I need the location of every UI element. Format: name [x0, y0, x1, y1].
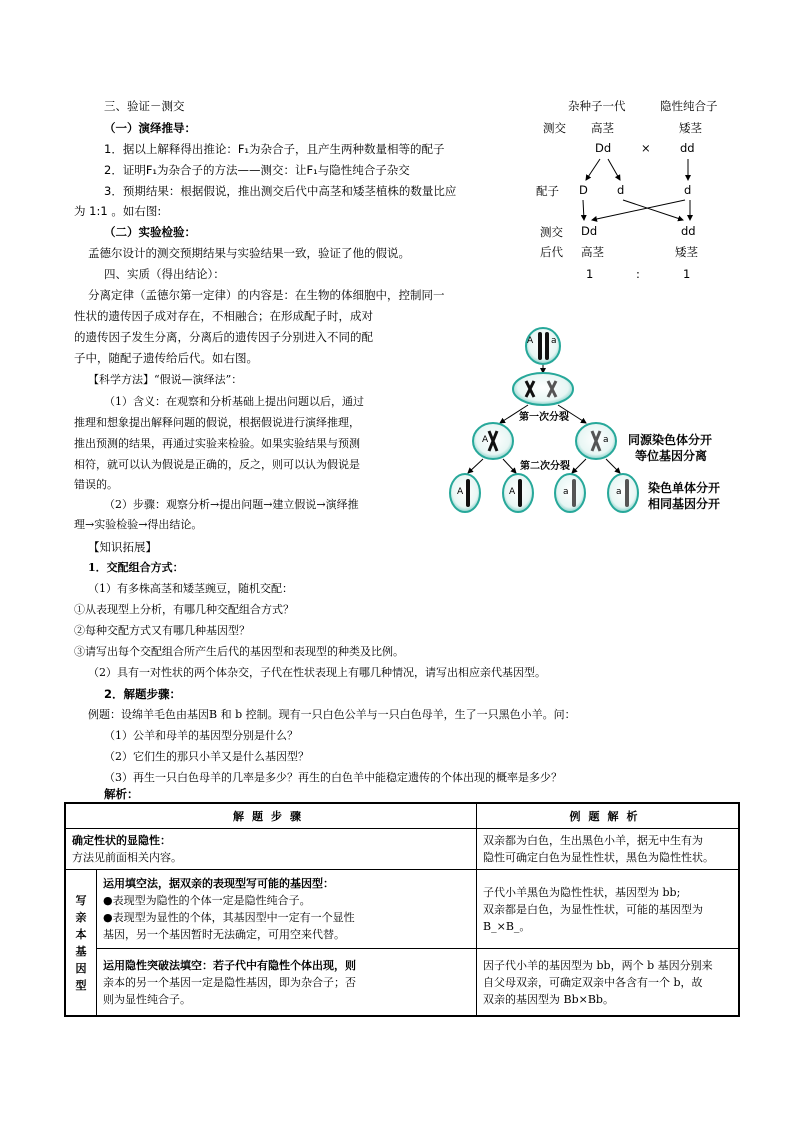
cross-parent2-phenotype: 矮茎	[679, 121, 702, 135]
method-steps-2: 理→实验检验→得出结论。	[74, 518, 203, 531]
allele-a-cell4: a	[616, 487, 622, 497]
table-row	[65, 829, 739, 870]
table-cell-analysis-fill	[477, 870, 739, 949]
table-cell-analysis-recessive	[477, 949, 739, 1017]
ext-question-1a: ①从表现型上分析，有哪几种交配组合方式？	[74, 603, 294, 616]
cross-ratio-2: 1	[683, 267, 691, 281]
cross-arrows	[0, 0, 794, 300]
ext-question-2: （2）具有一对性状的两个体杂交，子代在性状表现上有哪几种情况，请写出相应亲代基因型。	[88, 666, 546, 679]
cross-label-offspring-2: 后代	[540, 245, 563, 259]
meiosis-note-same-gene: 相同基因分开	[648, 497, 721, 511]
cross-parent1-genotype: Dd	[595, 141, 612, 155]
allele-a-top: a	[551, 336, 557, 346]
row2-bullet-1: ●表现型为隐性的个体一定是隐性纯合子。	[103, 894, 311, 907]
section4-heading: 四、实质（得出结论）：	[104, 267, 225, 281]
method-meaning-5: 错误的。	[74, 478, 118, 491]
cross-gamete-D: D	[579, 183, 588, 197]
cross-gamete-d1: d	[617, 183, 625, 197]
method-meaning-4: 相符，就可以认为假说是正确的，反之，则可以认为假说是	[74, 458, 360, 471]
method-meaning-1: （1）含义：在观察和分析基础上提出问题以后，通过	[104, 395, 364, 408]
cross-parent2-genotype: dd	[680, 141, 695, 155]
row2-bullet-2b: 基因，另一个基因暂时无法确定，可用空来代替。	[103, 928, 345, 941]
meiosis-first-division: 第一次分裂	[519, 412, 569, 423]
side-char: 本	[75, 927, 87, 941]
cross-gamete-d2: d	[684, 183, 692, 197]
ext-example: 例题：设绵羊毛色由基因B 和 b 控制。现有一只白色公羊与一只白色母羊，生了一只黑色小羊。问：	[88, 708, 576, 721]
method-heading: 【科学方法】“假说—演绎法”：	[88, 373, 243, 386]
method-meaning-2: 推理和想象提出解释问题的假说，根据假说进行演绎推理，	[74, 416, 360, 429]
side-char: 因	[75, 961, 87, 975]
ext-question-1b: ②每种交配方式又有哪几种基因型？	[74, 624, 250, 637]
cross-label-gamete: 配子	[536, 184, 559, 198]
table-row	[65, 949, 739, 1017]
ext-topic-1: 1．交配组合方式：	[88, 561, 184, 574]
table-header-analysis: 例题解析	[477, 803, 739, 829]
row1-title: 确定性状的显隐性：	[72, 834, 171, 847]
section3-point-3-cont: 为 1:1 。如右图:	[74, 204, 162, 218]
row2-answer-2: 双亲都是白色，为显性性状，可能的基因型为	[483, 902, 704, 916]
row3-line-2: 亲本的另一个基因一定是隐性基因，即为杂合子；否	[103, 975, 356, 989]
solution-steps-table	[64, 802, 740, 1017]
side-char: 写	[75, 893, 87, 907]
meiosis-note-chromatid: 染色单体分开	[648, 481, 721, 495]
section4-line-4: 子中，随配子遗传给后代。如右图。	[74, 351, 258, 365]
ext-question-1c: ③请写出每个交配组合所产生后代的基因型和表现型的种类及比例。	[74, 645, 404, 658]
row3-answer-2: 自父母双亲，可确定双亲中各含有一个 b，故	[483, 975, 703, 989]
method-steps-1: （2）步骤：观察分析→提出问题→建立假说→演绎推	[104, 498, 359, 511]
row2-answer-3: B_×B_。	[483, 919, 531, 933]
cross-header-recessive: 隐性纯合子	[660, 99, 718, 113]
section4-heading-prefix	[104, 266, 225, 282]
row3-line-3: 则为显性纯合子。	[103, 992, 191, 1006]
table-cell-step-fill	[97, 870, 477, 949]
cross-header-f1: 杂种子一代	[568, 99, 626, 113]
allele-A-left: A	[482, 435, 489, 445]
ext-example-q1: （1）公羊和母羊的基因型分别是什么？	[104, 729, 298, 742]
row2-title: 运用填空法，据双亲的表现型写可能的基因型：	[103, 877, 334, 890]
meiosis-second-division: 第二次分裂	[520, 461, 570, 472]
section3-point-2: 2．证明F₁为杂合子的方法——测交：让F₁与隐性纯合子杂交	[104, 163, 410, 177]
ext-heading: 【知识拓展】	[88, 540, 157, 554]
cross-label-offspring-1: 测交	[540, 225, 563, 239]
row3-answer-3: 双亲的基因型为 Bb×Bb。	[483, 992, 614, 1006]
table-cell-step-recessive	[97, 949, 477, 1017]
cross-offspring-dwarf: 矮茎	[675, 245, 698, 259]
cross-ratio-1: 1	[586, 267, 594, 281]
section3-point-1: 1．据以上解释得出推论：F₁为杂合子，且产生两种数量相等的配子	[104, 142, 445, 156]
row3-line-1-text: 运用隐性突破法填空：若子代中有隐性个体出现，则	[103, 958, 356, 972]
section4-line-2: 性状的遗传因子成对存在，不相融合；在形成配子时，成对	[74, 309, 373, 323]
table-cell-step-dominance	[65, 829, 477, 870]
cross-times-symbol: ×	[641, 141, 651, 155]
section3-point-4: 孟德尔设计的测交预期结果与实验结果一致，验证了他的假说。	[88, 246, 410, 260]
side-char: 基	[75, 944, 87, 958]
row2-answer-1: 子代小羊黑色为隐性性状，基因型为 bb;	[483, 885, 681, 899]
cross-offspring-tall: 高茎	[581, 245, 604, 259]
method-meaning-3: 推出预测的结果，再通过实验来检验。如果实验结果与预测	[74, 437, 360, 450]
ext-example-q2: （2）它们生的那只小羊又是什么基因型？	[104, 750, 309, 763]
table-header-row	[65, 803, 739, 829]
allele-a-cell3: a	[563, 487, 569, 497]
allele-A-cell1: A	[457, 487, 464, 497]
cross-offspring-Dd: Dd	[581, 224, 598, 238]
table-side-label	[65, 870, 97, 1017]
cross-offspring-dd: dd	[681, 224, 696, 238]
row3-answer-1: 因子代小羊的基因型为 bb，两个 b 基因分别来	[483, 958, 713, 972]
allele-A-cell2: A	[509, 487, 516, 497]
row3-line-1	[103, 957, 470, 974]
row1-text: 方法见前面相关内容。	[72, 851, 182, 864]
section3-point-3: 3．预期结果：根据假说，推出测交后代中高茎和矮茎植株的数量比应	[104, 184, 457, 198]
table-header-steps: 解题步骤	[65, 803, 477, 829]
allele-a-right: a	[603, 435, 609, 445]
table-row	[65, 870, 739, 949]
table-cell-analysis-dominance	[477, 829, 739, 870]
row2-bullet-2a: ●表现型为显性的个体，其基因型中一定有一个显性	[103, 911, 355, 924]
cross-ratio-colon: :	[636, 267, 640, 281]
section4-line-3: 的遗传因子发生分离，分离后的遗传因子分别进入不同的配	[74, 330, 373, 344]
section3-heading: 三、验证－测交	[104, 99, 185, 113]
cross-parent1-phenotype: 高茎	[591, 121, 614, 135]
row1-answer-2: 隐性可确定白色为显性性状，黑色为隐性性状。	[483, 851, 715, 864]
section4-line-1: 分离定律（孟德尔第一定律）的内容是：在生物的体细胞中，控制同一	[88, 288, 445, 302]
ext-example-q3: （3）再生一只白色母羊的几率是多少？再生的白色羊中能稳定遗传的个体出现的概率是多少？	[104, 771, 562, 784]
meiosis-note-allele: 等位基因分离	[635, 449, 708, 463]
meiosis-note-homologous: 同源染色体分开	[628, 433, 713, 447]
row1-answer-1: 双亲都为白色，生出黑色小羊，据无中生有为	[483, 834, 704, 847]
allele-A-top: A	[527, 336, 534, 346]
ext-analysis: 解析：	[104, 787, 139, 801]
section3-subheading-deduction: （一）演绎推导：	[104, 121, 196, 135]
side-char: 亲	[75, 910, 87, 924]
ext-question-1: （1）有多株高茎和矮茎豌豆，随机交配：	[88, 582, 293, 595]
side-char: 型	[75, 978, 87, 992]
meiosis-diagram	[448, 325, 748, 525]
ext-topic-2: 2．解题步骤：	[104, 687, 182, 701]
section3-subheading-test: （二）实验检验：	[104, 225, 196, 239]
cross-label-testcross: 测交	[543, 121, 566, 135]
